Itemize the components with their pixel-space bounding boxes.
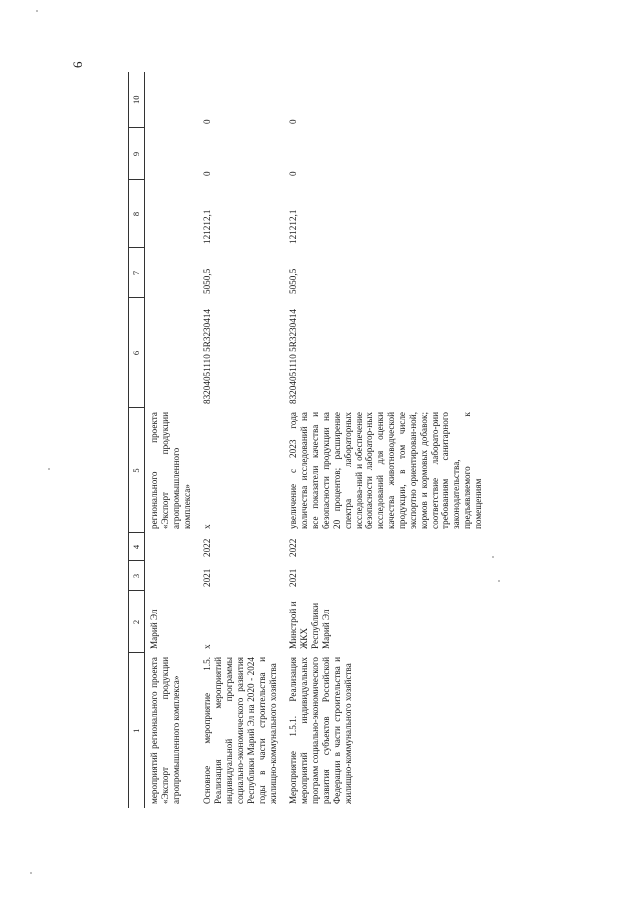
cell-activity: мероприятий регионального проекта «Экспорт продукции агропромышленного комплекса» bbox=[149, 657, 181, 804]
cell-value-9 bbox=[145, 128, 199, 180]
scan-speck bbox=[30, 872, 32, 874]
column-header: 5 bbox=[129, 408, 145, 533]
cell-value-8: 121212,1 bbox=[202, 209, 213, 244]
cell-budget-code: 83204051110 5R3230414 bbox=[202, 308, 213, 404]
cell-value-9: 0 bbox=[202, 171, 213, 176]
cell-executor: x bbox=[202, 644, 213, 649]
document-table bbox=[128, 72, 490, 808]
cell-executor: Марий Эл bbox=[149, 609, 159, 649]
column-header: 10 bbox=[129, 72, 145, 128]
rotated-page bbox=[0, 40, 560, 840]
scan-speck bbox=[492, 556, 494, 558]
cell-activity: Основное мероприятие 1.5. Реализация мероприятий индивидуальной программы социально-экономического развития Республики Марий Эл на 2020 - 2024 годы в части строительства и жилищно-коммунального хозяйства bbox=[202, 657, 278, 804]
scan-speck bbox=[48, 468, 50, 470]
table-row bbox=[198, 72, 284, 808]
table-header-row bbox=[129, 72, 145, 808]
column-header: 3 bbox=[129, 561, 145, 591]
column-header: 9 bbox=[129, 128, 145, 180]
cell-value-8: 121212,1 bbox=[288, 209, 299, 244]
cell-end-year bbox=[145, 533, 199, 561]
cell-value-10: 0 bbox=[288, 119, 299, 124]
cell-value-10: 0 bbox=[202, 119, 213, 124]
cell-end-year: 2022 bbox=[288, 538, 299, 557]
cell-start-year: 2021 bbox=[202, 568, 213, 587]
column-header: 7 bbox=[129, 248, 145, 298]
scan-speck bbox=[36, 10, 38, 12]
cell-end-year: 2022 bbox=[202, 538, 213, 557]
table-row bbox=[284, 72, 489, 808]
page-number: 6 bbox=[70, 61, 85, 68]
table-row bbox=[145, 72, 199, 808]
scan-speck bbox=[498, 580, 500, 582]
cell-value-9: 0 bbox=[288, 171, 299, 176]
cell-value-7: 5050,5 bbox=[202, 268, 213, 294]
column-header: 8 bbox=[129, 180, 145, 248]
cell-value-7 bbox=[145, 248, 199, 298]
cell-budget-code bbox=[145, 298, 199, 408]
cell-start-year bbox=[145, 561, 199, 591]
cell-activity: Мероприятие 1.5.1. Реализация мероприятий индивидуальных программ социально-экономического развития субъектов Российской Федерации в части строительства и жилищно-коммунального хозяйства bbox=[288, 657, 353, 804]
cell-value-7: 5050,5 bbox=[288, 268, 299, 294]
column-header: 1 bbox=[129, 653, 145, 808]
cell-start-year: 2021 bbox=[288, 568, 299, 587]
cell-executor: Минстрой и ЖКХ Республики Марий Эл bbox=[288, 601, 332, 649]
cell-result: x bbox=[202, 524, 213, 529]
column-header: 2 bbox=[129, 591, 145, 653]
column-header: 6 bbox=[129, 298, 145, 408]
cell-result: регионального проекта «Экспорт продукции агропромышленного комплекса» bbox=[149, 412, 192, 529]
cell-result: увеличение с 2023 года количества исследований на все показатели качества и безопасности продукции на 20 процентов; расширение спектра лабораторных исследова-ний и обеспечение безопасности лаборатор-ных исследований для оценки качества животноводческой продукции, в том числе экспортно ориентирован-ной, кормов и кормовых добавок; соответствие лаборато-рии требованиям санитарного законодательства, предъявляемого к помещениям bbox=[288, 412, 484, 529]
column-header: 4 bbox=[129, 533, 145, 561]
cell-value-10 bbox=[145, 72, 199, 128]
cell-budget-code: 83204051110 5R3230414 bbox=[288, 308, 299, 404]
cell-value-8 bbox=[145, 180, 199, 248]
